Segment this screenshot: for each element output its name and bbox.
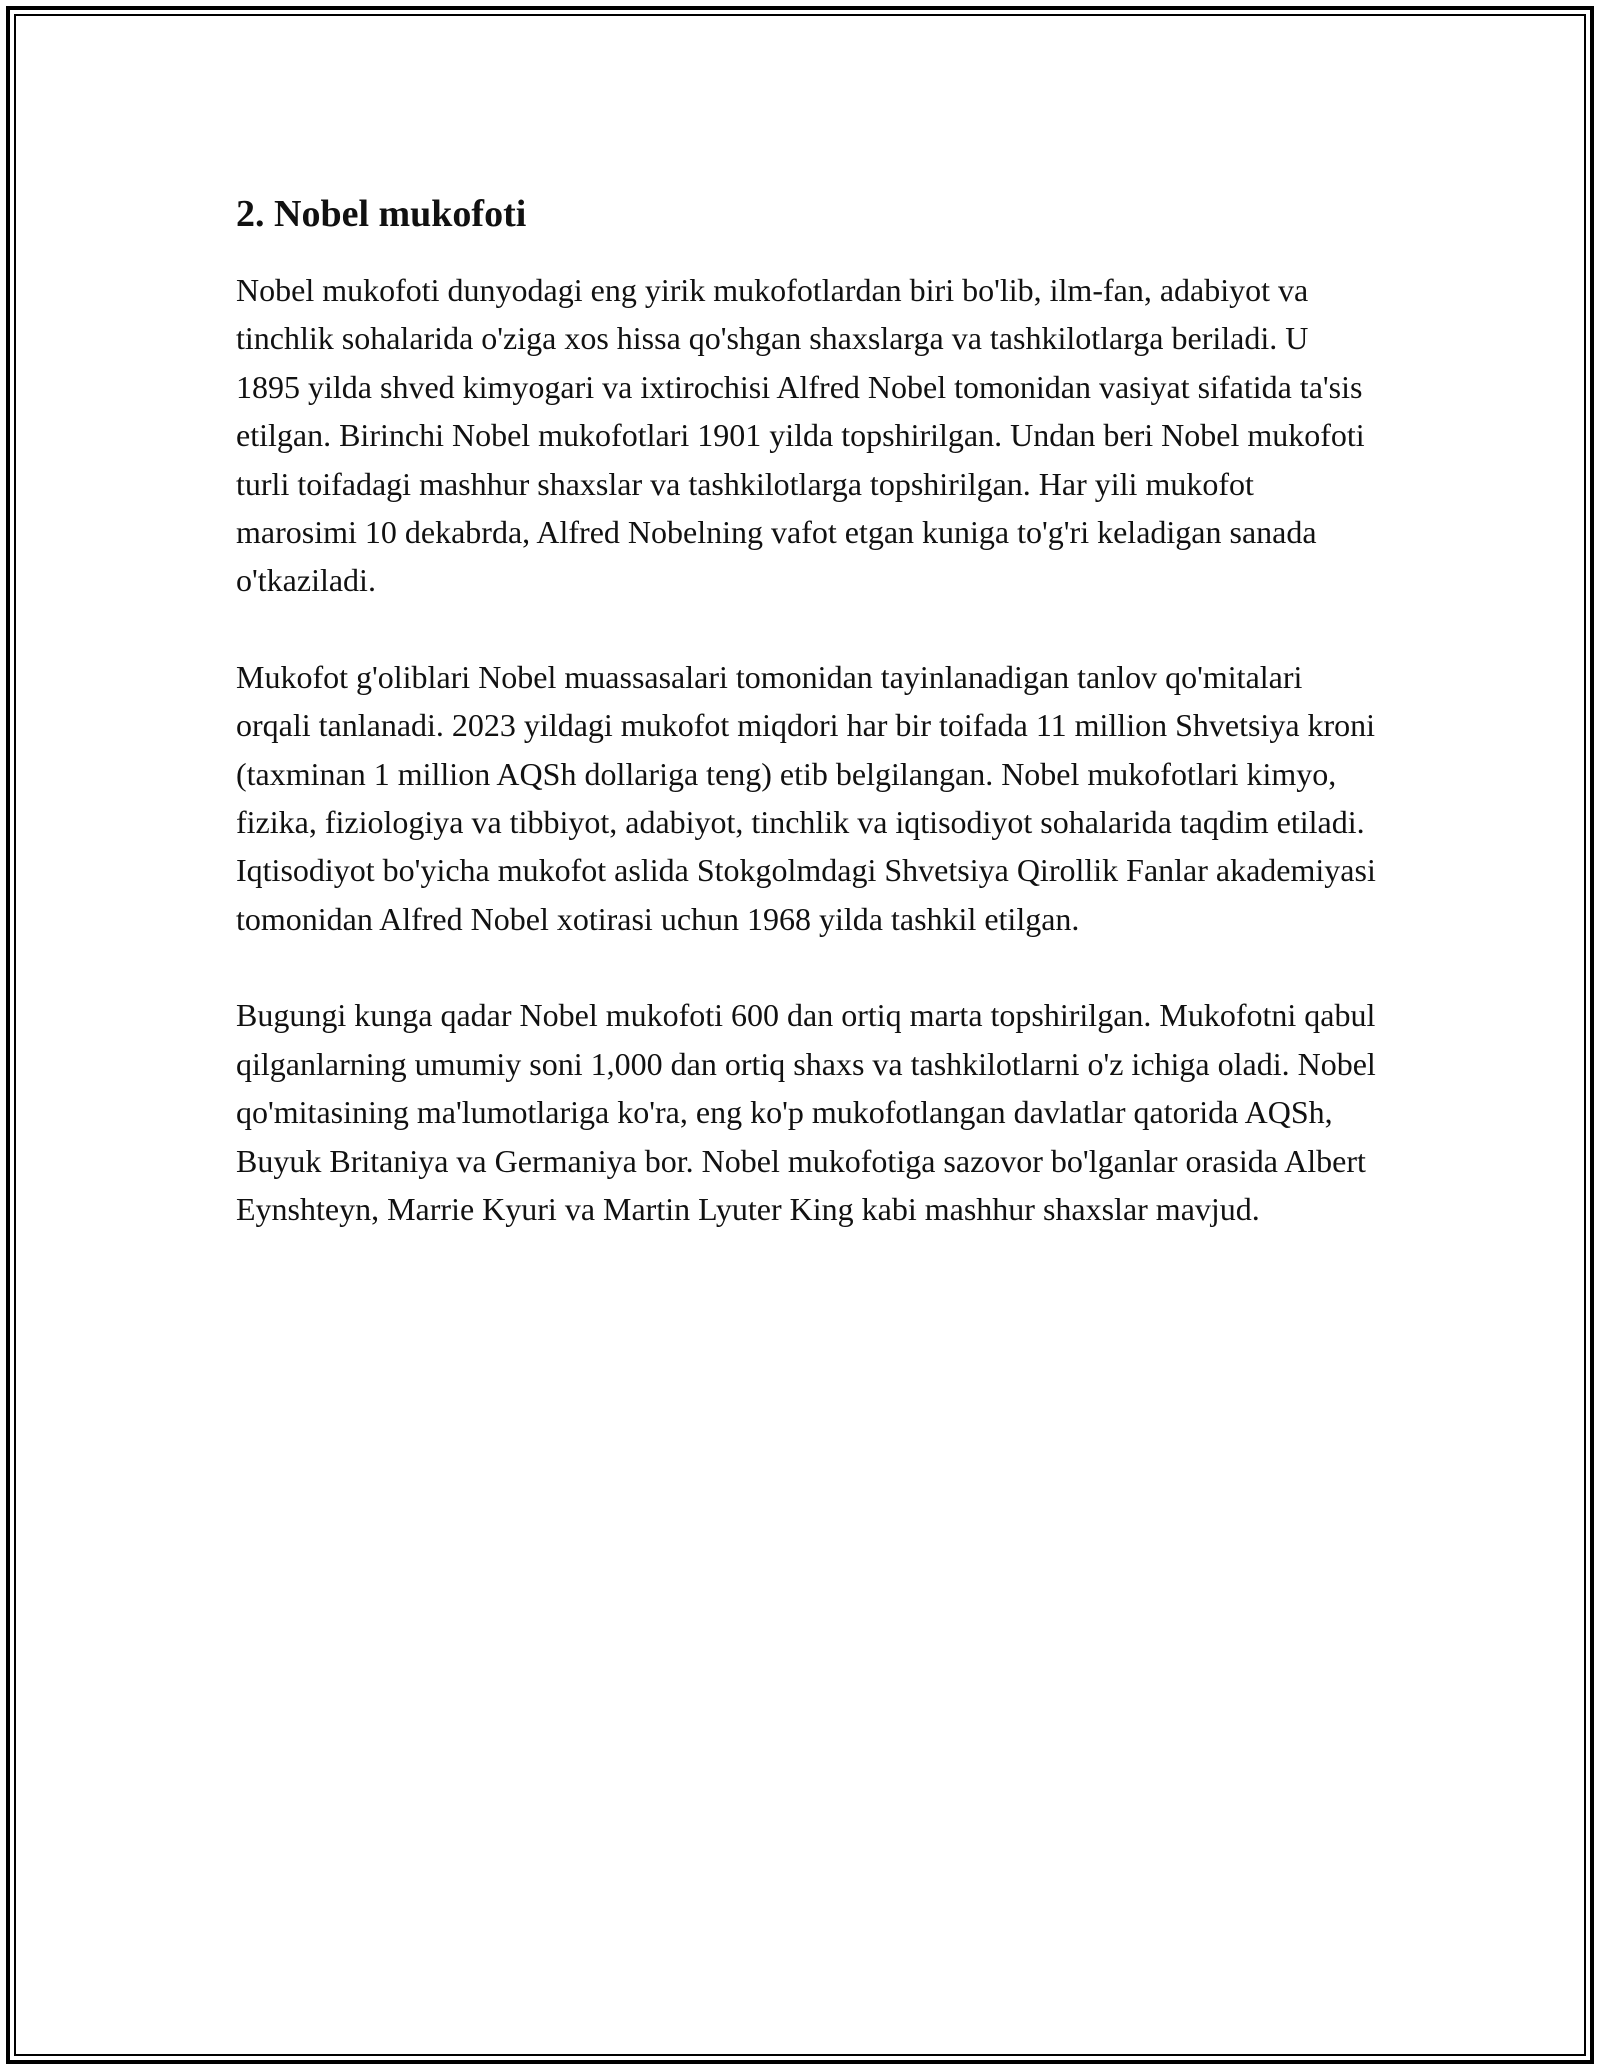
- document-body: [236, 186, 1376, 1281]
- paragraph-3: Bugungi kunga qadar Nobel mukofoti 600 dan ortiq marta topshirilgan. Mukofotni qabul qilganlarning umumiy soni 1,000 dan ortiq shaxs va tashkilotlarni o'z ichiga oladi. Nobel qo'mitasining ma'lumotlariga ko'ra, eng ko'p mukofotlangan davlatlar qatorida AQSh, Buyuk Britaniya va Germaniya bor. Nobel mukofotiga sazovor bo'lganlar orasida Albert Eynshteyn, Marrie Kyuri va Martin Lyuter King kabi mashhur shaxslar mavjud.: [236, 997, 1376, 1227]
- paragraph-1: Nobel mukofoti dunyodagi eng yirik mukofotlardan biri bo'lib, ilm-fan, adabiyot va tinchlik sohalarida o'ziga xos hissa qo'shgan shaxslarga va tashkilotlarga beriladi. U 1895 yilda shved kimyogari va ixtirochisi Alfred Nobel tomonidan vasiyat sifatida ta'sis etilgan. Birinchi Nobel mukofotlari 1901 yilda topshirilgan. Undan beri Nobel mukofoti turli toifadagi mashhur shaxslar va tashkilotlarga topshirilgan. Har yili mukofot marosimi 10 dekabrda, Alfred Nobelning vafot etgan kuniga to'g'ri keladigan sanada o'tkaziladi.: [236, 272, 1365, 599]
- paragraph-2: Mukofot g'oliblari Nobel muassasalari tomonidan tayinlanadigan tanlov qo'mitalari orqali tanlanadi. 2023 yildagi mukofot miqdori har bir toifada 11 million Shvetsiya kroni (taxminan 1 million AQSh dollariga teng) etib belgilangan. Nobel mukofotlari kimyo, fizika, fiziologiya va tibbiyot, adabiyot, tinchlik va iqtisodiyot sohalarida taqdim etiladi. Iqtisodiyot bo'yicha mukofot aslida Stokgolmdagi Shvetsiya Qirollik Fanlar akademiyasi tomonidan Alfred Nobel xotirasi uchun 1968 yilda tashkil etilgan.: [236, 658, 1376, 937]
- section-heading: 2. Nobel mukofoti: [236, 193, 527, 235]
